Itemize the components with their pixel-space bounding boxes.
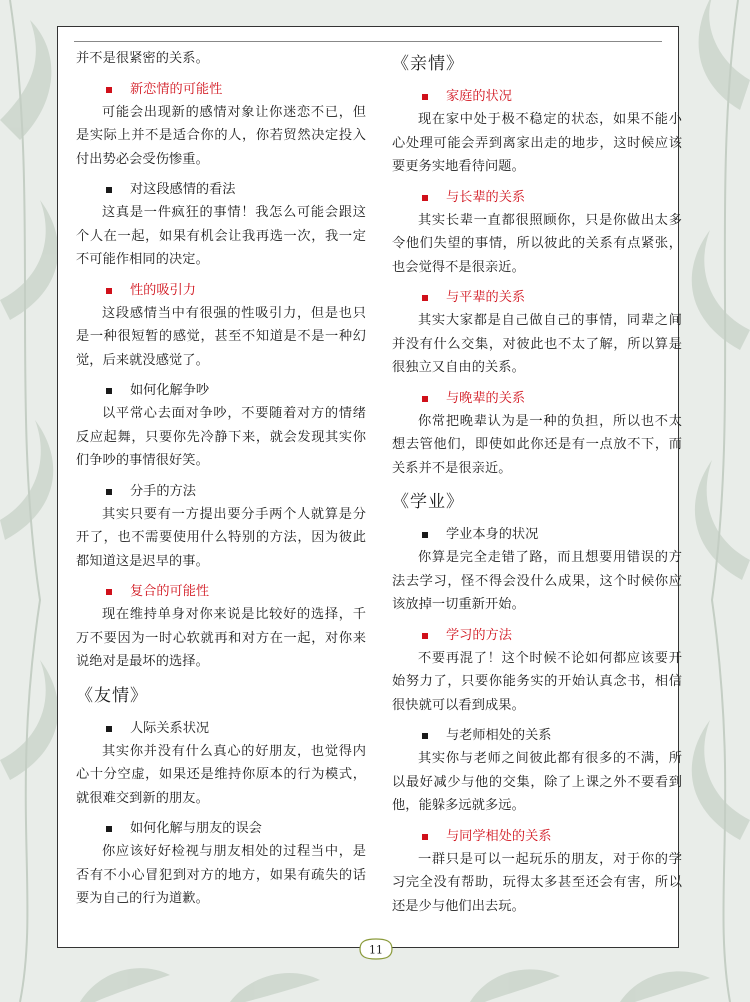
- subheading: 复合的可能性: [76, 582, 366, 602]
- right-column: [392, 47, 682, 927]
- subheading: 与同学相处的关系: [392, 827, 682, 847]
- subheading: 性的吸引力: [76, 281, 366, 301]
- square-bullet-icon: [106, 826, 112, 832]
- paragraph: 其实你并没有什么真心的好朋友，也觉得内心十分空虚，如果还是维持你原本的行为模式，就很难交到新的朋友。: [76, 743, 366, 806]
- square-bullet-icon: [106, 187, 112, 193]
- subheading: 分手的方法: [76, 482, 366, 502]
- paragraph: 以平常心去面对争吵，不要随着对方的情绪反应起舞，只要你先冷静下来，就会发现其实你们争吵的事情很好笑。: [76, 406, 366, 468]
- page-frame: [57, 26, 682, 948]
- subheading: 学习的方法: [392, 626, 682, 646]
- square-bullet-icon: [422, 295, 428, 301]
- paragraph: 这真是一件疯狂的事情！我怎么可能会跟这个人在一起，如果有机会让我再选一次，我一定不可能作相同的决定。: [76, 205, 366, 267]
- square-bullet-icon: [422, 94, 428, 100]
- subheading: 人际关系状况: [76, 719, 366, 739]
- square-bullet-icon: [106, 589, 112, 595]
- paragraph: 其实只要有一方提出要分手两个人就算是分开了，也不需要使用什么特别的方法，因为彼此都知道这是迟早的事。: [76, 506, 366, 569]
- square-bullet-icon: [422, 834, 428, 840]
- paragraph: 你算是完全走错了路，而且想要用错误的方法去学习，怪不得会没什么成果，这个时候你应该放掉一切重新开始。: [392, 550, 682, 612]
- paragraph: 你常把晚辈认为是一种的负担，所以也不太想去管他们，即使如此你还是有一点放不下，而关系并不是很亲近。: [392, 413, 682, 476]
- square-bullet-icon: [106, 726, 112, 732]
- paragraph: 其实大家都是自己做自己的事情，同辈之间并没有什么交集，对彼此也不太了解，所以算是很独立又自由的关系。: [392, 313, 682, 375]
- square-bullet-icon: [422, 633, 428, 639]
- subheading: 与长辈的关系: [392, 188, 682, 208]
- intro-paragraph: 并不是很紧密的关系。: [76, 51, 209, 66]
- paragraph: 这段感情当中有很强的性吸引力，但是也只是一种很短暂的感觉，甚至不知道是不是一种幻觉，后来就没感觉了。: [76, 305, 366, 368]
- paragraph: 现在维持单身对你来说是比较好的选择，千万不要因为一时心软就再和对方在一起，对你来说绝对是最坏的选择。: [76, 607, 366, 669]
- section-title-study: 《学业》: [392, 492, 464, 512]
- paragraph: 一群只是可以一起玩乐的朋友，对于你的学习完全没有帮助，玩得太多甚至还会有害，所以还是少与他们出去玩。: [392, 851, 682, 914]
- subheading: 学业本身的状况: [392, 525, 682, 545]
- left-column: [76, 47, 366, 920]
- subheading: 家庭的状况: [392, 87, 682, 107]
- square-bullet-icon: [106, 388, 112, 394]
- paragraph: 可能会出现新的感情对象让你迷恋不已，但是实际上并不是适合你的人，你若贸然决定投入付出势必会受伤惨重。: [76, 104, 366, 167]
- subheading: 对这段感情的看法: [76, 180, 366, 200]
- subheading: 与平辈的关系: [392, 288, 682, 308]
- paragraph: 你应该好好检视与朋友相处的过程当中，是否有不小心冒犯到对方的地方，如果有疏失的话要为自己的行为道歉。: [76, 844, 366, 906]
- page-number-badge: [358, 937, 394, 961]
- paragraph: 不要再混了！这个时候不论如何都应该要开始努力了，只要你能务实的开始认真念书，相信很快就可以看到成果。: [392, 650, 682, 713]
- subheading: 如何化解争吵: [76, 381, 366, 401]
- square-bullet-icon: [422, 195, 428, 201]
- top-rule: [74, 41, 662, 42]
- page-number: 11: [369, 943, 383, 957]
- square-bullet-icon: [422, 532, 428, 538]
- square-bullet-icon: [106, 489, 112, 495]
- square-bullet-icon: [106, 87, 112, 93]
- paragraph: 其实你与老师之间彼此都有很多的不满，所以最好减少与他的交集，除了上课之外不要看到他，能躲多远就多远。: [392, 751, 682, 813]
- square-bullet-icon: [422, 733, 428, 739]
- subheading: 新恋情的可能性: [76, 80, 366, 100]
- paragraph: 其实长辈一直都很照顾你，只是你做出太多令他们失望的事情，所以彼此的关系有点紧张，也会觉得不是很亲近。: [392, 212, 682, 275]
- square-bullet-icon: [106, 288, 112, 294]
- square-bullet-icon: [422, 396, 428, 402]
- section-title-family: 《亲情》: [392, 54, 464, 74]
- subheading: 如何化解与朋友的误会: [76, 819, 366, 839]
- subheading: 与老师相处的关系: [392, 726, 682, 746]
- subheading: 与晚辈的关系: [392, 389, 682, 409]
- paragraph: 现在家中处于极不稳定的状态，如果不能小心处理可能会弄到离家出走的地步，这时候应该要更务实地看待问题。: [392, 112, 682, 174]
- section-title-friendship: 《友情》: [76, 685, 148, 706]
